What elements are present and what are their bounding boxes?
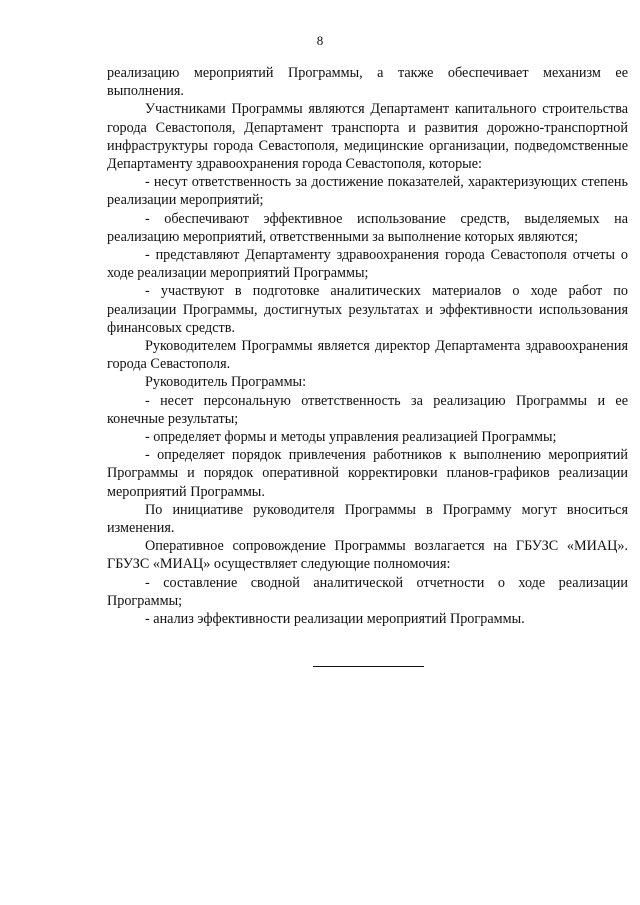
- paragraph-program-changes: По инициативе руководителя Программы в Программу могут вноситься изменения.: [107, 501, 628, 537]
- list-item-staff-involvement: - определяет порядок привлечения работников к выполнению мероприятий Программы и порядок оперативной корректировки планов-графиков реализации мероприятий Программы.: [107, 447, 628, 500]
- paragraph-head-duties-intro: Руководитель Программы:: [145, 374, 307, 391]
- paragraph-continuation: реализацию мероприятий Программы, а также обеспечивает механизм ее выполнения.: [107, 65, 628, 100]
- list-item-reporting: - составление сводной аналитической отчетности о ходе реализации Программы;: [107, 574, 628, 609]
- paragraph-program-head: Руководителем Программы является директор Департамента здравоохранения города Севастополя.: [107, 338, 628, 373]
- list-item-responsibility: - несут ответственность за достижение показателей, характеризующих степень реализации мероприятий;: [107, 174, 628, 209]
- page-number: 8: [316, 33, 324, 48]
- list-item-effective-use: - обеспечивают эффективное использование средств, выделяемых на реализацию мероприятий, ответственными за выполнение которых являются;: [107, 210, 628, 245]
- list-item-efficiency-analysis: - анализ эффективности реализации мероприятий Программы.: [145, 611, 525, 628]
- list-item-management-methods: - определяет формы и методы управления реализацией Программы;: [145, 429, 557, 446]
- list-item-analytics: - участвуют в подготовке аналитических материалов о ходе работ по реализации Программы, достигнутых результатах и эффективности использования финансовых средств.: [107, 283, 628, 336]
- list-item-personal-responsibility: - несет персональную ответственность за реализацию Программы и ее конечные результаты;: [107, 392, 628, 427]
- end-separator-line: [313, 666, 424, 667]
- paragraph-program-participants: Участниками Программы являются Департамент капитального строительства города Севастополя, Департамент транспорта и развития дорожно-транспортной инфраструктуры города Севастополя, медицинские организации, подведомственные Департаменту здравоохранения города Севастополя, которые:: [107, 101, 628, 173]
- list-item-reports: - представляют Департаменту здравоохранения города Севастополя отчеты о ходе реализации мероприятий Программы;: [107, 247, 628, 282]
- document-body: [107, 64, 628, 628]
- paragraph-operational-support: Оперативное сопровождение Программы возлагается на ГБУЗС «МИАЦ». ГБУЗС «МИАЦ» осуществляет следующие полномочия:: [107, 538, 628, 573]
